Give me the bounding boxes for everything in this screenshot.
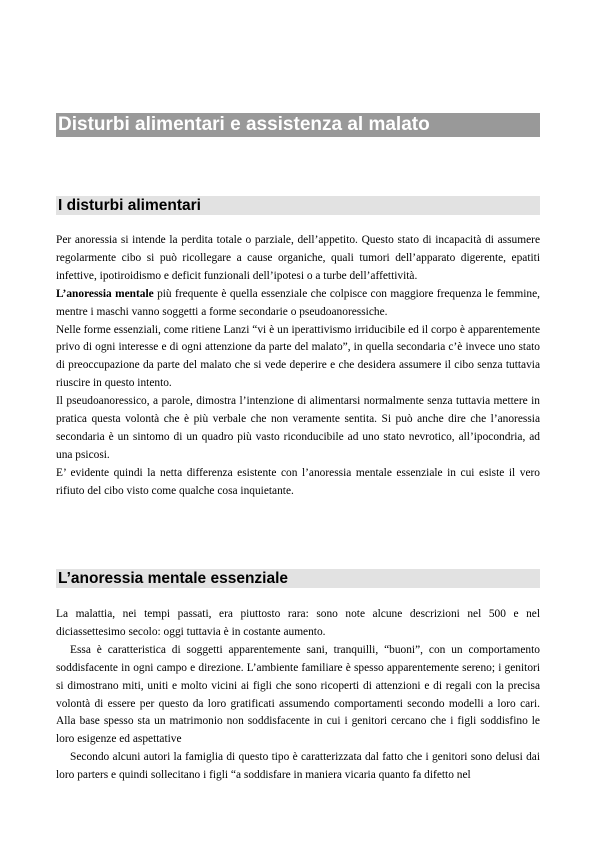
section-heading-disturbi-alimentari: I disturbi alimentari: [56, 196, 540, 215]
section2-body: [56, 606, 540, 785]
paragraph: [56, 286, 540, 322]
paragraph: Per anoressia si intende la perdita totale o parziale, dell’appetito. Questo stato di incapacità di assumere regolarmente cibo si può ricollegare a cause organiche, quali tumori dell’apparato digerente, epatiti infettive, ipotiroidismo e deficit funzionali dell’ipotesi o a turbe dell’affettività.: [56, 234, 540, 282]
paragraph: E’ evidente quindi la netta differenza esistente con l’anoressia mentale essenziale in cui esiste il vero rifiuto del cibo visto come qualche cosa inquietante.: [56, 466, 540, 497]
paragraph: Secondo alcuni autori la famiglia di questo tipo è caratterizzata dal fatto che i genitori sono delusi dai loro parters e quindi sollecitano i figli “a soddisfare in maniera vicaria quanto fa difetto nel: [56, 751, 540, 782]
section-heading-anoressia-mentale-essenziale: L’anoressia mentale essenziale: [56, 569, 540, 588]
paragraph-text: più frequente è quella essenziale che colpisce con maggiore frequenza le femmine, mentre i maschi vanno soggetti a forme secondarie o pseudoanoressiche.: [56, 287, 541, 318]
paragraph: Il pseudoanoressico, a parole, dimostra l’intenzione di alimentarsi normalmente senza tuttavia mettere in pratica questa volontà che è più verbale che non veramente sentita. Si può anche dire che l’anoressia secondaria è un sintomo di un quadro più vasto riconducibile ad uno stato nevrotico, all’ipocondria, ad una psicosi.: [56, 395, 540, 461]
paragraph: La malattia, nei tempi passati, era piuttosto rara: sono note alcune descrizioni nel 500 e nel diciassettesimo secolo: oggi tuttavia è in costante aumento.: [56, 608, 540, 638]
paragraph: Nelle forme essenziali, come ritiene Lanzi “vi è un iperattivismo irriducibile ed il corpo è apparentemente privo di ogni interesse e di ogni attenzione da parte del malato”, in quella secondaria c’è invece uno stato di preoccupazione da parte del malato che si vede deperire e che desidera assumere il cibo senza tuttavia riuscire in questo intento.: [56, 323, 540, 390]
bold-term: L’anoressia mentale: [56, 287, 154, 300]
section1-body: [56, 232, 540, 501]
paragraph: Essa è caratteristica di soggetti apparentemente sani, tranquilli, “buoni”, con un comportamento soddisfacente in ogni campo e direzione. L’ambiente familiare è spesso apparentemente sereno; i genitori si dimostrano miti, uniti e molto vicini ai figli che sono ricoperti di attenzioni e di regali con la precisa volontà di essere per questo da loro gratificati assumendo comportamenti secondo modelli a loro cari. Alla base spesso sta un matrimonio non soddisfacente in cui i genitori cercano che i figli soddisfino le loro esigenze ed aspettative: [56, 643, 540, 746]
document-title: Disturbi alimentari e assistenza al malato: [56, 113, 540, 137]
